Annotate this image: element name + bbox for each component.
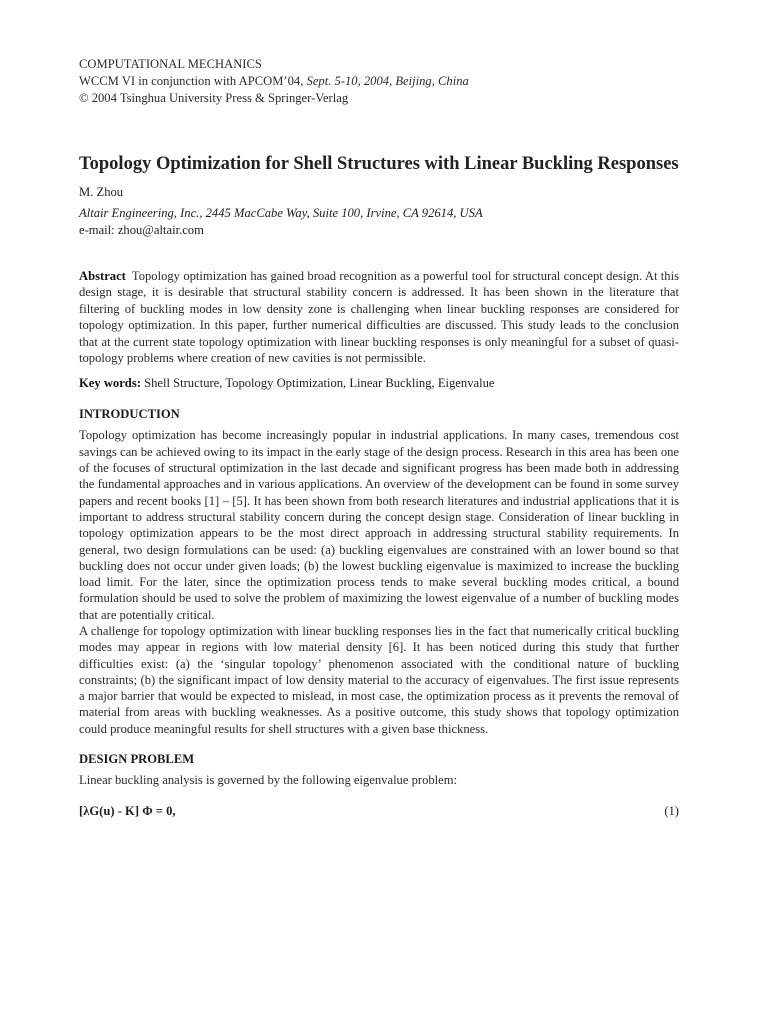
conference-line — [79, 73, 679, 90]
equation-number: (1) — [664, 804, 679, 819]
affiliation-address: Altair Engineering, Inc., 2445 MacCabe Way, Suite 100, Irvine, CA 92614, USA — [79, 206, 483, 220]
author-name: M. Zhou — [79, 185, 124, 199]
paper-page — [79, 56, 679, 820]
running-header — [79, 56, 679, 107]
conference-details: Sept. 5-10, 2004, Beijing, China — [306, 74, 469, 88]
equation-1 — [79, 803, 679, 820]
keywords — [79, 375, 679, 392]
journal-name: COMPUTATIONAL MECHANICS — [79, 57, 262, 71]
section-heading-introduction: INTRODUCTION — [79, 407, 180, 422]
copyright-line: © 2004 Tsinghua University Press & Springer-Verlag — [79, 91, 349, 105]
conference-prefix: WCCM VI in conjunction with APCOM’04, — [79, 74, 307, 88]
abstract-text: Topology optimization has gained broad recognition as a powerful tool for structural concept design. At this design stage, it is desirable that structural stability concern is addressed. It has been shown in the literature that filtering of buckling modes in low density zone is challenging when linear buckling responses are considered for topology optimization. In this paper, further numerical difficulties are discussed. This study leads to the conclusion that at the current state topology optimization with linear buckling responses is only meaningful for a subset of quasi-topology problems where creation of new cavities is not permissible. — [79, 269, 679, 366]
author-affiliation — [79, 205, 679, 239]
intro-paragraph-1: Topology optimization has become increasingly popular in industrial applications. In many cases, tremendous cost savings can be achieved owing to its impact in the early stage of the design process. Research in this area has been one of the focuses of structural optimization in the last decade and significant progress has been made both in addressing the fundamental approaches and in various applications. An overview of the development can be found in some survey papers and recent books [1] – [5]. It has been shown from both research literatures and industrial applications that it is important to address structural stability concern during the concept design stage. Consideration of linear buckling in topology optimization appears to be the most direct approach in addressing structural stability requirements. In general, two design formulations can be used: (a) buckling eigenvalues are constrained with an lower bound so that buckling does not occur under given loads; (b) the lowest buckling eigenvalue is maximized to increase the buckling load limit. For the later, since the optimization process tends to make several buckling modes critical, a bound formulation should be used to solve the problem of maximizing the lowest eigenvalue of a number of buckling modes that are potentially critical. — [79, 428, 679, 622]
equation-body: [λG(u) - K] Φ = 0, — [79, 804, 176, 819]
keywords-text: Shell Structure, Topology Optimization, Linear Buckling, Eigenvalue — [140, 376, 495, 391]
abstract — [79, 268, 679, 366]
intro-paragraph-2: A challenge for topology optimization with linear buckling responses lies in the fact that numerically critical buckling modes may appear in regions with low material density [6]. It has been noticed during this study that further difficulties exist: (a) the ‘singular topology’ phenomenon associated with the conditional nature of buckling constraints; (b) the significant impact of low density material to the accuracy of eigenvalues. The first issue represents a major barrier that would be expected to mislead, in most case, the optimization process as it prevents the removal of material from areas with buckling weaknesses. As a positive outcome, this study shows that topology optimization could produce meaningful results for shell structures with a given base thickness. — [79, 624, 679, 736]
keywords-label: Key words: — [79, 376, 141, 391]
abstract-label: Abstract — [79, 269, 126, 283]
design-problem-text: Linear buckling analysis is governed by the following eigenvalue problem: — [79, 773, 458, 788]
paper-title: Topology Optimization for Shell Structures with Linear Buckling Responses — [79, 154, 679, 174]
section-heading-design-problem: DESIGN PROBLEM — [79, 752, 195, 767]
author-email: e-mail: zhou@altair.com — [79, 223, 204, 237]
